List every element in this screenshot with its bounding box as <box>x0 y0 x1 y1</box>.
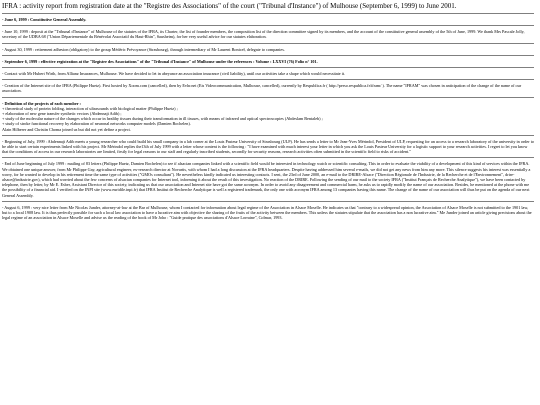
entry-constitutive-assembly: - June 6, 1999 : Constitutive General Assembly. <box>2 17 87 22</box>
entry-mailing: - End of June beginning of July 1999 : mailing of 83 letters (Philippe Huetz, Damien Bochelen) to see if alsacian companies linked with a scientific field would be interested in technology watch or scientific consulting. This in order to evaluate the viability of a development of this kind of services within the IFRA. We obtained one unique answer, from Mr Philippe Gay, agricultural engineer, ex-research director at Novartis, with whom I had a long discussion at the IFRA headquarters. Despite having addressed him several e-mails, we did not get any news from him any more. This silence suggests his interest was essentially a worry, for he wanted to develop in his retirement time the same type of activities ("GMOs consultant"). He nevertheless kindly indicated us interesting contacts. I sent, the 23rd of June 2000, an e-mail to the DRIRE-Alsace ("Direction Régionale de l'Industrie, de la Recherche et de l'Environnement", drire-alsace@industrie.gov), which had worried about the few concerns of alsacian companies for Internet tool, informing it about the result of this investigation. No reaction of the DRIRE. Following the sending of our mail to the society IFRA ("Institut Français de Recherche Analytique"), we have been contacted by telephone, then by letter, by Mr E. Esber, Assistant Director of this society, indicating us that our association and Internet site have got the same acronym. In order to avoid any disagreement and commercial harm, he asks us to rapidly modify the name of our association. Besides, he mentioned at the phone with me the possibility of a financial aid. I verified on the INPI site (www.euridile.inpi.fr) that IFRA Institut de Recherche Analytique is well a registered trademark, the only one with acronym IFRA among 13 companies having this name. The change of the name of our association will thus be put on the agenda of our next General Assembly. <box>2 161 531 198</box>
entry-retirement-adhesion: - August 30, 1999 : retirement adhesion (obligatory) to the group Médéric Prévoyance (Strasbourg), through intermediary of Mr Laurent Boniceł, delegate to companies. <box>2 46 285 52</box>
projects-title: - Definition of the projects of each member : <box>2 100 81 106</box>
project-item: + theoretical study of protein folding, interaction of ultrasounds with biological matter (Philippe Huetz) ; <box>2 105 178 111</box>
divider <box>2 25 534 26</box>
divider <box>2 13 534 14</box>
projects-section <box>2 101 534 132</box>
project-item: + study of stroke functional recovery by elaboration of neuronal networks computer models (Damien Bochelen). <box>2 121 191 127</box>
projects-footer: Alain Hilberer and Christin Choma joined us but did not yet define a project. <box>2 126 131 132</box>
project-item: + elaboration of new gene transfer synthetic vectors (Abdennaji Adib) ; <box>2 111 122 117</box>
page-title: IFRA : activity report from registration date at the "Registre des Associations" of the court ("Tribunal d'Instance") of Mulhouse (September 6, 1999) to June 2001. <box>2 2 457 10</box>
entry-statutes-deposit: - June 10, 1999 : deposit at the "Tribunal d'Instance" of Mulhouse of the statutes of the IFRA, its Charter, the list of founder members, the composition list of the direction committee signed by its members, and the account of the constitutive general assembly of the 5th of June, 1999. We thank Mrs Pascale Jolly, secretary of the UDBA 68 ("Union Départementale du Bénévolat Associatif du Haut-Rhin", Sausheim), for her very useful advice for our statutes elaboration. <box>2 29 525 40</box>
divider <box>2 67 534 68</box>
project-item: + study of the molecular nature of the changes which occur in healthy tissues during their transformation in ill tissues, with means of infrared and optical spectroscopies (Abdeslam Bentaleb) ; <box>2 116 323 122</box>
entry-ulp-request: - Beginning of July, 1999 : Abdennaji Adib meets a young researcher who could build his small company in a lab corner at the Louis Pasteur University of Strasbourg (ULP). He has sends a letter to Mr Jean-Yves Mérindol, President of ULP, requesting for an access to a research laboratory of the university in order to be able to start certain experiments linked with his project. Mr Mérindol replies the13th of July 1999 with a letter whose content is the following : "I have examined with much interest your letter in which you ask the Louis Pasteur University for a logistic support to your research activities. I regret to let you know that the conditions of access in our research laboratories are limited, firstly for legal reasons to our staff and regularly inscribed students, secondly for security reasons, research activities often submitted in the scientific field to risks of accident." <box>2 138 534 155</box>
divider <box>2 135 534 136</box>
entry-registration: - September 6, 1999 : effective registration at the "Registre des Associations" of the "Tribunal d'Instance" of Mulhouse under the references : Volume : LXXVI (76) Folio n° 101. <box>2 58 318 64</box>
divider <box>2 43 534 44</box>
divider <box>2 157 534 158</box>
entry-internet-site: - Creation of the Internet site of the IFRA (Philippe Huetz). First hosted by Xoom.com (cancelled), then by Evhr.net (Eis Videocommunication, Mulhouse, cancelled), currently by Respublica.fr ( http://perso.respublica.fr/ifram/ ). The name "IFRAM" was chosen in anticipation of the change of the name of our association. <box>2 83 522 94</box>
entry-legal-regime: - August 6, 1999 : very nice letter from Me Nicolas Junder, attorney-at-law at the Bar of Mulhouse, whom I contacted for information about legal regime of the Association in Alsace Moselle. He indicates us that "contrary to a widespread opinion, the Association of Alsace Moselle is not submitted to the 1901 law, but to a local 1908 law. It is thus perfectly possible for such a local law association to have a lucrative aim with objective the sharing of the fruits of the activity between the members. This unless the statutes stipulate that the association has a non lucrative aim." Me Junder joined an article giving precisions about the legal regime of an association in Alsace Moselle and advise us the reading of the book of Mr Joho : "Guide pratique des associations d'Alsace Lorraine", Colmar, 1993. <box>2 204 532 221</box>
divider <box>2 55 534 56</box>
divider <box>2 201 534 202</box>
divider <box>2 97 534 98</box>
entry-insurance-contact: - Contact with Mr Hubert Wirth, from Allianz Insurances, Mulhouse. We have decided to let in abeyance an association insurance (civil liability), until our activities take a shape which would necessitate it. <box>2 71 346 77</box>
divider <box>2 79 534 80</box>
